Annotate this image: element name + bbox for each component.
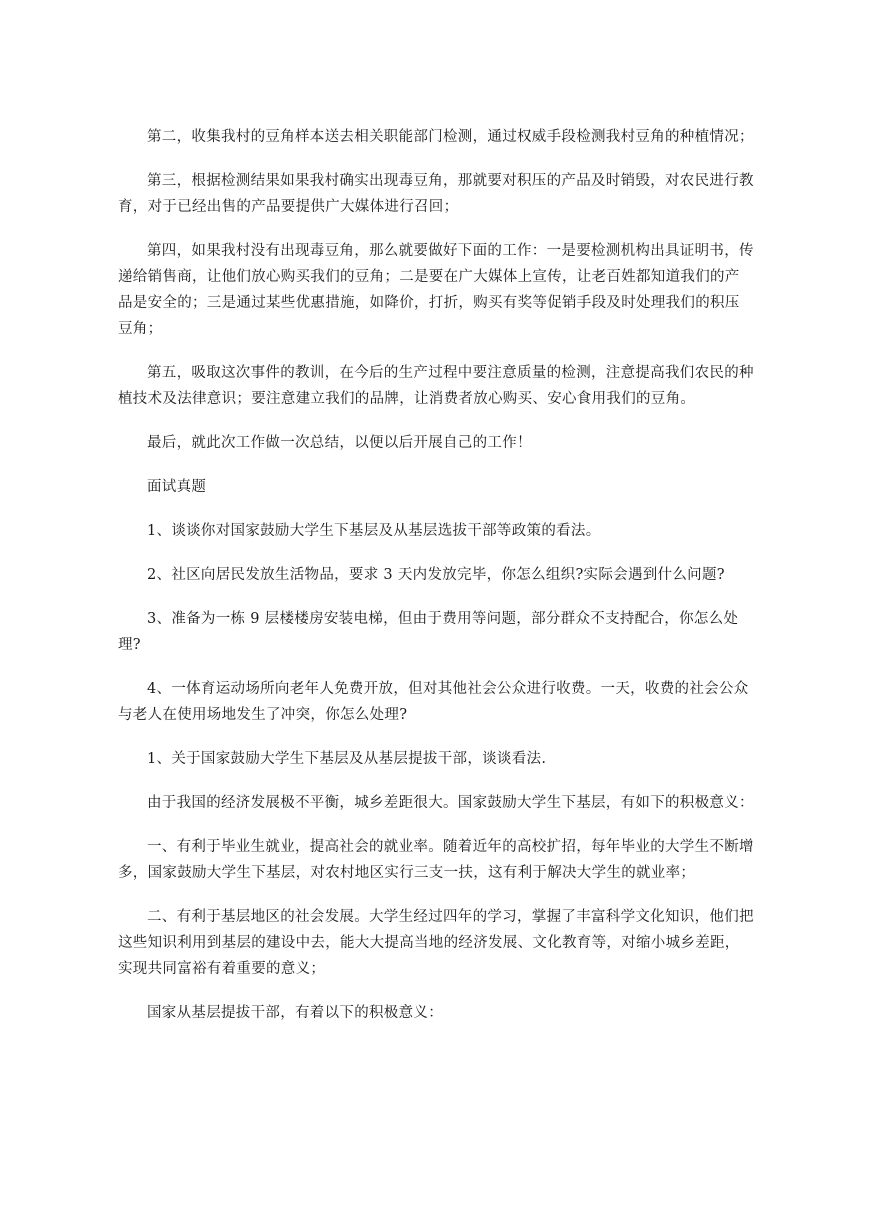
answer-1-heading: 1、关于国家鼓励大学生下基层及从基层提拔干部，谈谈看法. bbox=[147, 751, 547, 767]
answer-1-point-two: 二、有利于基层地区的社会发展。大学生经过四年的学习，掌握了丰富科学文化知识，他们把这些知识利用到基层的建设中去，能大大提高当地的经济发展、文化教育等，对缩小城乡差距，实现共同富裕有着重要的意义； bbox=[118, 909, 754, 977]
question-2: 2、社区向居民发放生活物品，要求 3 天内发放完毕，你怎么组织?实际会遇到什么问题? bbox=[147, 567, 725, 583]
paragraph-fourth-step: 第四，如果我村没有出现毒豆角，那么就要做好下面的工作：一是要检测机构出具证明书，传递给销售商，让他们放心购买我们的豆角；二是要在广大媒体上宣传，让老百姓都知道我们的产品是安全的；三是通过某些优惠措施，如降价，打折，购买有奖等促销手段及时处理我们的积压豆角； bbox=[118, 243, 754, 337]
paragraph-second-step: 第二，收集我村的豆角样本送去相关职能部门检测，通过权威手段检测我村豆角的种植情况； bbox=[147, 129, 754, 145]
paragraph-fifth-step: 第五，吸取这次事件的教训，在今后的生产过程中要注意质量的检测，注意提高我们农民的种植技术及法律意识；要注意建立我们的品牌，让消费者放心购买、安心食用我们的豆角。 bbox=[118, 365, 754, 407]
section-heading-interview-questions: 面试真题 bbox=[147, 479, 207, 495]
question-4: 4、一体育运动场所向老年人免费开放，但对其他社会公众进行收费。一天，收费的社会公众与老人在使用场地发生了冲突，你怎么处理? bbox=[118, 681, 749, 723]
answer-1-intro: 由于我国的经济发展极不平衡，城乡差距很大。国家鼓励大学生下基层，有如下的积极意义： bbox=[147, 795, 754, 811]
paragraph-third-step: 第三，根据检测结果如果我村确实出现毒豆角，那就要对积压的产品及时销毁，对农民进行教育，对于已经出售的产品要提供广大媒体进行召回； bbox=[118, 173, 754, 215]
answer-1-point-one: 一、有利于毕业生就业，提高社会的就业率。随着近年的高校扩招，每年毕业的大学生不断增多，国家鼓励大学生下基层，对农村地区实行三支一扶，这有利于解决大学生的就业率； bbox=[118, 839, 754, 881]
paragraph-summary: 最后，就此次工作做一次总结，以便以后开展自己的工作！ bbox=[147, 435, 532, 451]
question-1: 1、谈谈你对国家鼓励大学生下基层及从基层选拔干部等政策的看法。 bbox=[147, 523, 601, 539]
question-3: 3、准备为一栋 9 层楼楼房安装电梯，但由于费用等问题，部分群众不支持配合，你怎么处理? bbox=[118, 611, 739, 653]
document-body bbox=[118, 124, 754, 1044]
answer-1-promotion-intro: 国家从基层提拔干部，有着以下的积极意义： bbox=[147, 1005, 443, 1021]
